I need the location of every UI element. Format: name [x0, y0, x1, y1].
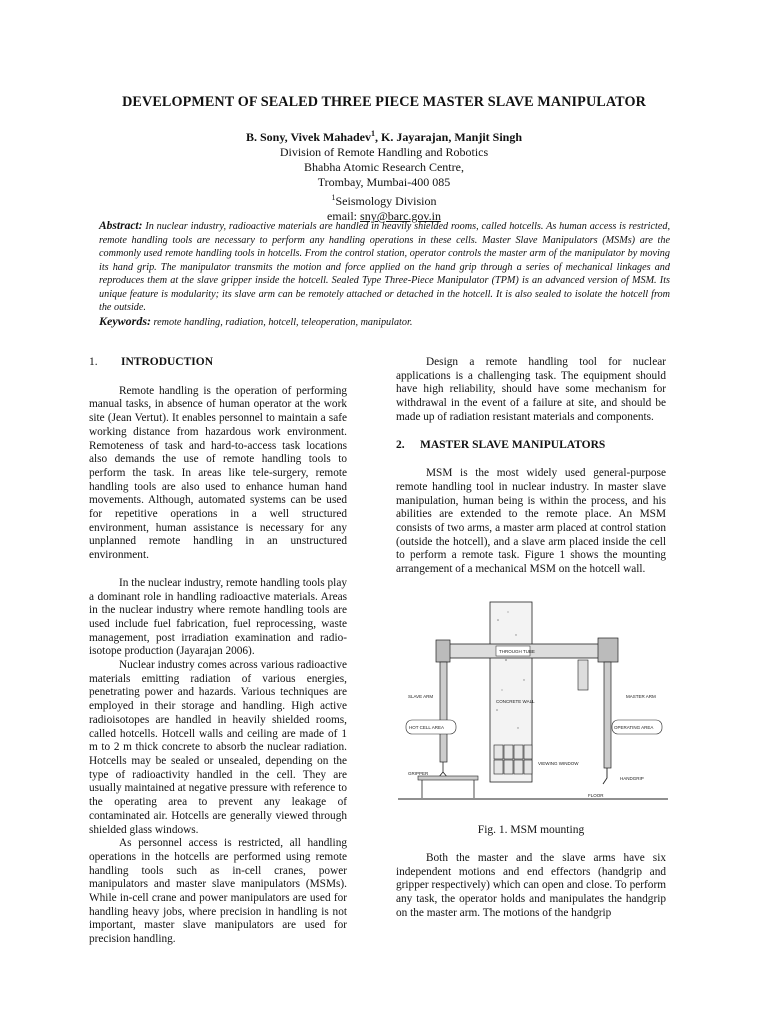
label-through-tube: THROUGH TUBE	[499, 649, 535, 654]
label-floor: FLOOR	[588, 793, 604, 798]
section-heading-msm	[396, 439, 666, 453]
authors-part-a: B. Sony, Vivek Mahadev	[245, 130, 371, 144]
affiliation-4-sup: 1	[331, 193, 336, 202]
intro-paragraph-4: As personnel access is restricted, all handling operations in the hotcells are performed using remote handling tools such as in-cell cranes, power manipulators and master slave manipulators (MSMs). While in-cell crane and power manipulators are used for handling heavy jobs, where precision in handling is not important, master slave manipulators are used for precision handling.	[89, 837, 347, 946]
label-concrete-wall: CONCRETE WALL	[496, 699, 535, 704]
label-viewing-window: VIEWING WINDOW	[538, 761, 579, 766]
design-paragraph: Design a remote handling tool for nuclear applications is a challenging task. The equipment should have high reliability, should have some mechanism for withdrawal in the event of a failure at site, and should be made up of radiation resistant materials and components.	[396, 356, 666, 423]
label-gripper: GRIPPER	[408, 771, 429, 776]
label-master-arm: MASTER ARM	[626, 694, 656, 699]
affiliation-3: Trombay, Mumbai-400 085	[317, 175, 451, 189]
affiliation-2: Bhabha Atomic Research Centre,	[304, 160, 464, 174]
intro-paragraph-1: Remote handling is the operation of performing manual tasks, in absence of human operator at the work site (Jean Vertut). It enables personnel to maintain a safe working distance from hazardous work environment. Remoteness of task and hard-to-access task locations also demands the use of remote handling tools to perform the task. In areas like tele-surgery, remote handling tools are also used to enhance human hand movements. Although, automated systems can be used for repetitive operations in a well structured environment, human assistance is necessary for any unplanned remote handling in an unstructured environment.	[89, 384, 347, 562]
abstract-label: Abstract:	[99, 220, 143, 232]
authors-sup: 1	[371, 129, 375, 138]
section-title: MASTER SLAVE MANIPULATORS	[420, 438, 606, 451]
right-column-continued	[396, 852, 666, 921]
master-arm-shape	[604, 662, 611, 768]
abstract-text: In nuclear industry, radioactive materials are handled in heavily shielded rooms, called hotcells. As human access is restricted, remote handling tools are necessary to perform any handling operations in these cells. Master Slave Manipulators (MSMs) are the commonly used remote handling tools in hotcells. From the control station, operator controls the master arm of the manipulator by moving its hand grip. The manipulator transmits the motion and force applied on the hand grip through a series of mechanical linkages and reproduces them at the slave gripper inside the hotcell. Sealed Type Three-Piece Manipulator (TPM) is an advanced version of MSM. Its unique feature is modularity; its slave arm can be remotely attached or detached in the hotcell. It is also sealed to isolate the hotcell from the outside.	[99, 221, 671, 313]
label-slave-arm: SLAVE ARM	[408, 694, 434, 699]
label-handgrip: HANDGRIP	[620, 776, 644, 781]
affiliation-1: Division of Remote Handling and Robotics	[279, 145, 489, 159]
right-column	[396, 356, 666, 591]
msm-diagram	[398, 600, 668, 820]
left-column	[89, 356, 347, 947]
section-title: INTRODUCTION	[121, 356, 214, 368]
label-hot-cell-area: HOT CELL AREA	[409, 725, 445, 730]
arms-paragraph: Both the master and the slave arms have six independent motions and end effectors (handgrip and gripper respectively) which can open and close. To perform any task, the operator holds and manipulates the handgrip on the master arm. The motions of the handgrip	[396, 852, 666, 919]
master-shoulder-shape	[598, 638, 618, 662]
abstract-block	[99, 220, 670, 329]
affiliation-4-text: Seismology Division	[335, 194, 437, 208]
email-label: email:	[327, 209, 361, 223]
msm-mounting-figure	[398, 600, 668, 820]
affiliation-4	[60, 190, 708, 209]
authors-part-b: , K. Jayarajan, Manjit Singh	[375, 130, 523, 144]
figure-caption: Fig. 1. MSM mounting	[477, 824, 585, 836]
keywords-label: Keywords:	[99, 313, 151, 328]
abstract-paragraph	[99, 220, 670, 315]
label-operating-area: OPERATING AREA	[614, 725, 654, 730]
msm-paragraph: MSM is the most widely used general-purpose remote handling tool in nuclear industry. In master slave manipulation, human being is within the process, and his abilities are extended to the remote place. An MSM consists of two arms, a master arm placed at control station (outside the hotcell), and a slave arm placed inside the cell to perform a remote task. Figure 1 shows the mounting arrangement of a mechanical MSM on the hotcell wall.	[396, 467, 666, 576]
intro-paragraph-3: Nuclear industry comes across various radioactive materials emitting radiation of various energies, penetrating power and hazards. Various techniques are employed in their storage and handling. High active radioisotopes are handled in heavily shielded rooms, called hotcells. Hotcell walls and ceiling are made of 1 m to 2 m thick concrete to absorb the nuclear radiation. Hotcells may be sealed or unsealed, depending on the type of radioactivity handled in the cell. They are usually maintained at negative pressure with reference to the operating area to prevent any leakage of contaminated air. Hotcells are generally viewed through shielded glass windows.	[89, 659, 347, 836]
intro-paragraph-2: In the nuclear industry, remote handling tools play a dominant role in handling radioactive materials. Areas in the nuclear industry where remote handling tools are used include fuel fabrication, fuel reprocessing, waste management, post irradiation examination and radio-isotope production (Jayarajan 2006).	[89, 576, 347, 658]
slave-shoulder-shape	[436, 640, 450, 662]
section-number: 2.	[396, 438, 405, 451]
author-names	[60, 126, 708, 145]
slave-arm-shape	[440, 662, 447, 762]
keywords-text: remote handling, radiation, hotcell, teleoperation, manipulator.	[153, 316, 413, 328]
author-block	[60, 126, 708, 224]
keywords-line	[99, 315, 670, 330]
section-heading-introduction	[89, 356, 347, 370]
email-link[interactable]: sny@barc.gov.in	[360, 209, 441, 223]
paper-title: DEVELOPMENT OF SEALED THREE PIECE MASTER SLAVE MANIPULATOR	[122, 94, 646, 110]
section-number: 1.	[89, 356, 98, 368]
table-shape	[418, 776, 478, 780]
